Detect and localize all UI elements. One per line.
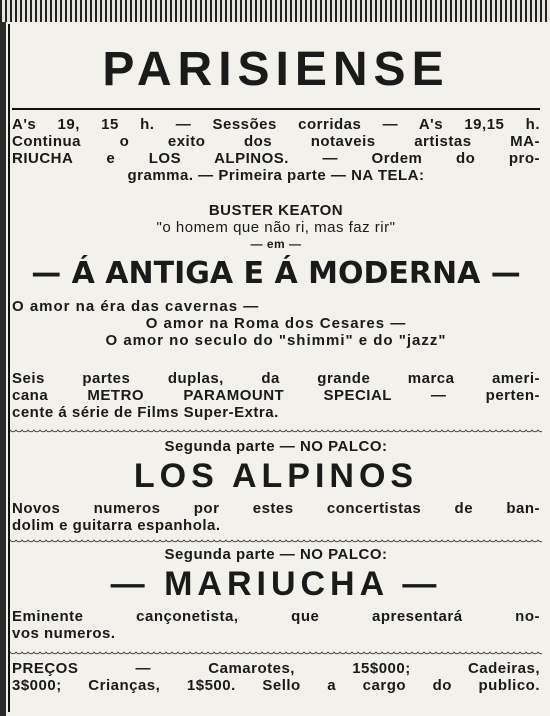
part3-act: — MARIUCHA — xyxy=(110,565,442,603)
price-line: 3$000; Crianças, 1$500. Sello a cargo do publico. xyxy=(12,677,540,694)
page-edge xyxy=(0,22,6,716)
part3-description xyxy=(12,608,540,642)
intro-line: gramma. — Primeira parte — NA TELA: xyxy=(127,167,425,184)
wavy-divider xyxy=(10,428,542,434)
part2-act: LOS ALPINOS xyxy=(133,457,419,495)
prices xyxy=(12,660,540,694)
intro-line: Continua o exito dos notaveis artistas MA- xyxy=(12,133,540,150)
part-label: Segunda parte — NO PALCO: xyxy=(164,546,388,563)
description-line: cana METRO PARAMOUNT SPECIAL — perten- xyxy=(12,387,540,404)
description-line: Novos numeros por estes concertistas de ban- xyxy=(12,500,540,517)
intro-line: RIUCHA e LOS ALPINOS. — Ordem do pro- xyxy=(12,150,540,167)
session-line: A's 19, 15 h. — Sessões corridas — A's 19,15 h. xyxy=(12,116,540,133)
description-line: vos numeros. xyxy=(12,625,116,642)
part2-description xyxy=(12,500,540,534)
part3-label xyxy=(12,546,540,563)
session-times xyxy=(12,116,540,184)
film-title: — Á ANTIGA E Á MODERNA — xyxy=(31,256,521,291)
tagline: "o homem que não ri, mas faz rir" xyxy=(156,219,396,236)
wavy-divider xyxy=(10,538,542,544)
film-subtitles xyxy=(12,298,540,349)
subtitle-line: O amor no seculo do "shimmi" e do "jazz" xyxy=(105,332,447,349)
star-name: BUSTER KEATON xyxy=(208,202,344,219)
top-border xyxy=(0,0,550,22)
description-line: Seis partes duplas, da grande marca ameri- xyxy=(12,370,540,387)
part-label: Segunda parte — NO PALCO: xyxy=(164,438,388,455)
film-description xyxy=(12,370,540,421)
description-line: cente á série de Films Super-Extra. xyxy=(12,404,279,421)
em-label: — em — xyxy=(250,237,302,251)
film-star xyxy=(12,202,540,253)
description-line: dolim e guitarra espanhola. xyxy=(12,517,221,534)
divider xyxy=(12,108,540,110)
price-line: PREÇOS — Camarotes, 15$000; Cadeiras, xyxy=(12,660,540,677)
subtitle-line: O amor na éra das cavernas — xyxy=(12,298,260,315)
wavy-divider xyxy=(10,650,542,656)
subtitle-line: O amor na Roma dos Cesares — xyxy=(145,315,407,332)
description-line: Eminente cançonetista, que apresentará no- xyxy=(12,608,540,625)
part2-label xyxy=(12,438,540,455)
venue-title: PARISIENSE xyxy=(102,43,450,96)
